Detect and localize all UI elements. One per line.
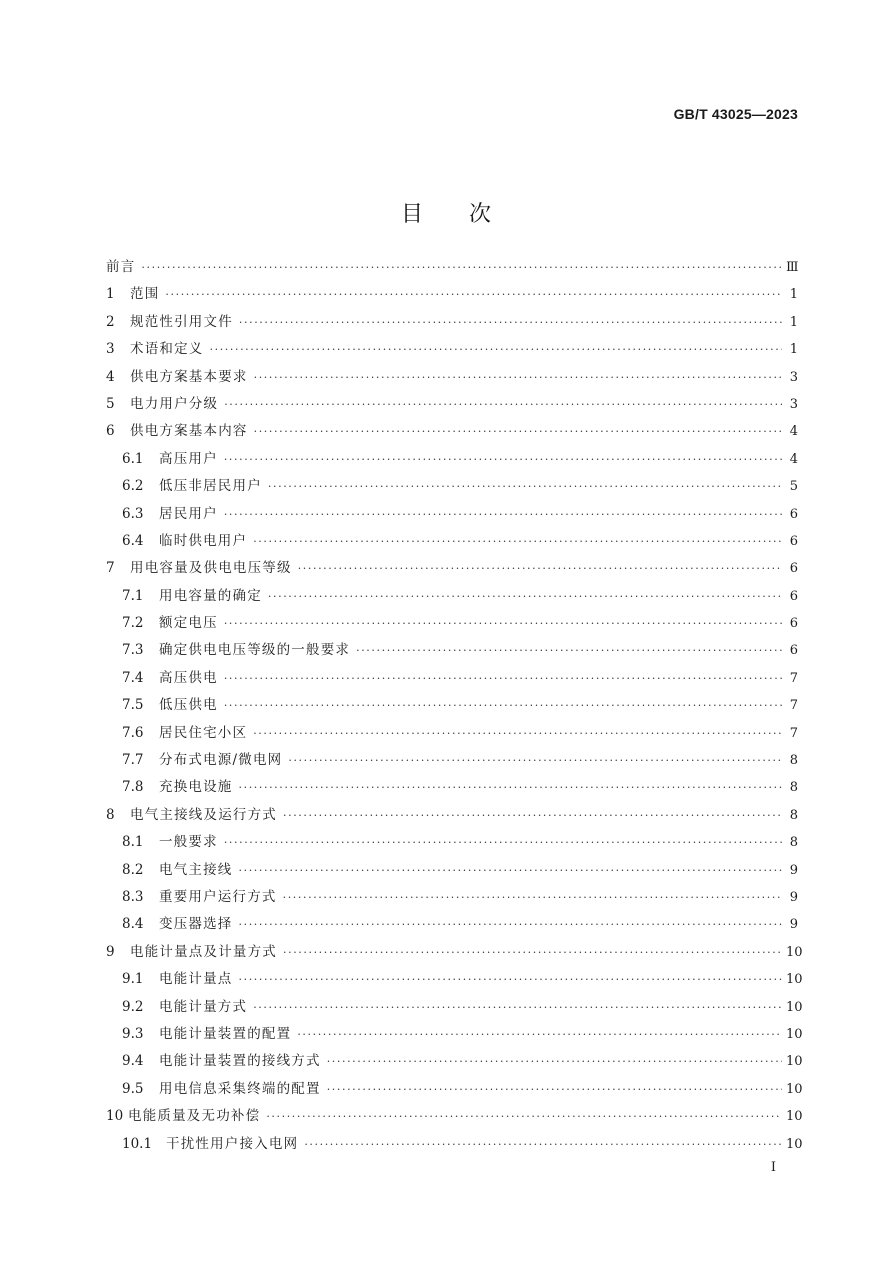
- toc-leader-dots: [253, 528, 782, 555]
- toc-entry-page: 1: [789, 287, 798, 303]
- toc-entry[interactable]: [106, 720, 798, 747]
- toc-entry[interactable]: [106, 1076, 803, 1103]
- toc-leader-dots: [288, 747, 782, 774]
- toc-entry-page: 3: [789, 396, 798, 412]
- toc-leader-dots: [297, 1021, 782, 1048]
- toc-entry-page: 1: [789, 314, 798, 330]
- toc-entry-title: 供电方案基本要求: [130, 368, 248, 385]
- toc-leader-dots: [283, 939, 782, 966]
- toc-entry[interactable]: [106, 692, 798, 719]
- toc-entry[interactable]: [106, 473, 798, 500]
- toc-entry-number: 7.7: [122, 752, 144, 769]
- toc-entry-number: 10.1: [122, 1135, 153, 1152]
- toc-entry-title: 变压器选择: [159, 916, 233, 933]
- standard-code: GB/T 43025—2023: [673, 106, 798, 122]
- toc-leader-dots: [165, 281, 782, 308]
- toc-leader-dots: [239, 966, 783, 993]
- toc-entry-title: 临时供电用户: [159, 532, 248, 549]
- toc-entry[interactable]: [106, 1103, 803, 1130]
- toc-entry-number: 9.3: [122, 1025, 144, 1042]
- toc-entry-number: 8.2: [122, 861, 144, 878]
- toc-entry-number: 9: [106, 943, 115, 960]
- toc-entry[interactable]: [106, 583, 798, 610]
- toc-entry-title: 干扰性用户接入电网: [166, 1135, 299, 1152]
- toc-leader-dots: [283, 802, 782, 829]
- toc-entry-page: 3: [789, 369, 798, 385]
- toc-entry-page: 7: [789, 725, 798, 741]
- toc-entry-page: 10: [786, 1081, 803, 1097]
- toc-entry-title: 分布式电源/微电网: [159, 752, 283, 769]
- toc-entry-page: 6: [789, 643, 798, 659]
- toc-leader-dots: [254, 418, 782, 445]
- toc-entry-number: 7.2: [122, 615, 144, 632]
- toc-entry-number: 6.3: [122, 505, 144, 522]
- toc-entry[interactable]: [106, 555, 798, 582]
- toc-leader-dots: [356, 637, 782, 664]
- toc-entry-page: 10: [786, 1136, 803, 1152]
- toc-entry-page: 10: [786, 1054, 803, 1070]
- toc-entry-page: 4: [789, 451, 798, 467]
- toc-entry-page: 10: [786, 944, 803, 960]
- toc-entry-page: Ⅲ: [786, 260, 799, 275]
- toc-entry[interactable]: [106, 857, 798, 884]
- toc-leader-dots: [141, 254, 782, 281]
- toc-entry[interactable]: [106, 829, 798, 856]
- toc-entry-number: 7: [106, 560, 115, 577]
- toc-entry-number: 7.3: [122, 642, 144, 659]
- toc-leader-dots: [239, 774, 783, 801]
- toc-entry-page: 6: [789, 616, 798, 632]
- toc-entry-page: 10: [786, 1026, 803, 1042]
- toc-leader-dots: [210, 336, 783, 363]
- toc-entry-page: 10: [786, 999, 803, 1015]
- toc-entry[interactable]: [106, 911, 798, 938]
- toc-leader-dots: [224, 692, 782, 719]
- toc-leader-dots: [266, 1103, 782, 1130]
- toc-entry[interactable]: [106, 1021, 803, 1048]
- toc-leader-dots: [224, 391, 782, 418]
- toc-entry-number: 4: [106, 368, 115, 385]
- toc-entry-number: 6.1: [122, 450, 144, 467]
- toc-leader-dots: [224, 665, 782, 692]
- toc-leader-dots: [283, 884, 782, 911]
- toc-entry-title: 前言: [106, 259, 136, 275]
- toc-entry-title: 用电信息采集终端的配置: [159, 1080, 321, 1097]
- toc-entry[interactable]: [106, 747, 798, 774]
- toc-entry-title: 电能计量方式: [159, 998, 248, 1015]
- toc-entry[interactable]: [106, 610, 798, 637]
- toc-entry-page: 5: [789, 479, 798, 495]
- toc-entry[interactable]: [106, 884, 798, 911]
- toc-leader-dots: [224, 501, 782, 528]
- toc-entry-page: 6: [789, 506, 798, 522]
- toc-entry-number: 7.1: [122, 587, 144, 604]
- toc-entry-number: 6.2: [122, 478, 144, 495]
- toc-entry[interactable]: [106, 446, 798, 473]
- toc-entry-title: 电气主接线: [159, 861, 233, 878]
- toc-entry[interactable]: [106, 336, 798, 363]
- toc-entry-number: 1: [106, 286, 115, 303]
- toc-entry-page: 6: [789, 588, 798, 604]
- toc-entry-title: 供电方案基本内容: [130, 423, 248, 440]
- toc-entry-page: 8: [789, 807, 798, 823]
- toc-entry-number: 7.6: [122, 724, 144, 741]
- toc-entry-number: 9.2: [122, 998, 144, 1015]
- toc-entry[interactable]: [106, 501, 798, 528]
- toc-entry-number: 5: [106, 395, 115, 412]
- toc-entry[interactable]: [106, 939, 803, 966]
- toc-entry[interactable]: [106, 774, 798, 801]
- toc-entry-number: 7.4: [122, 669, 144, 686]
- toc-entry[interactable]: [106, 391, 798, 418]
- toc-entry-number: 8.4: [122, 916, 144, 933]
- toc-entry-title: 电能计量装置的接线方式: [159, 1053, 321, 1070]
- toc-entry-number: 10: [106, 1108, 124, 1125]
- toc-entry-title: 充换电设施: [159, 779, 233, 796]
- toc-entry-page: 6: [789, 561, 798, 577]
- toc-entry-number: 7.8: [122, 779, 144, 796]
- toc-entry[interactable]: [106, 309, 798, 336]
- toc-entry-title: 一般要求: [159, 834, 218, 851]
- toc-entry-title: 居民住宅小区: [159, 724, 248, 741]
- toc-leader-dots: [268, 583, 782, 610]
- toc-entry-title: 低压供电: [159, 697, 218, 714]
- toc-entry-title: 低压非居民用户: [159, 478, 262, 495]
- toc-leader-dots: [304, 1131, 782, 1158]
- toc-entry[interactable]: [106, 665, 798, 692]
- toc-entry-title: 规范性引用文件: [130, 313, 233, 330]
- toc-entry-title: 电能计量装置的配置: [159, 1025, 292, 1042]
- toc-entry-number: 8.3: [122, 888, 144, 905]
- toc-entry[interactable]: [106, 364, 798, 391]
- toc-leader-dots: [268, 473, 782, 500]
- toc-entry-title: 重要用户运行方式: [159, 888, 277, 905]
- toc-entry-number: 8: [106, 806, 115, 823]
- toc-entry-page: 8: [789, 780, 798, 796]
- toc-entry-title: 居民用户: [159, 505, 218, 522]
- toc-entry-title: 术语和定义: [130, 341, 204, 358]
- toc-leader-dots: [253, 994, 782, 1021]
- toc-entry-page: 8: [789, 753, 798, 769]
- toc-entry-page: 10: [786, 1109, 803, 1125]
- toc-leader-dots: [254, 364, 782, 391]
- toc-entry-page: 8: [789, 835, 798, 851]
- toc-entry-page: 9: [789, 889, 798, 905]
- toc-entry[interactable]: [106, 994, 803, 1021]
- toc-entry[interactable]: [106, 966, 803, 993]
- toc-entry-number: 7.5: [122, 697, 144, 714]
- toc-entry-title: 电能计量点及计量方式: [130, 943, 277, 960]
- page-number: I: [770, 1160, 776, 1175]
- toc-leader-dots: [327, 1076, 782, 1103]
- toc-entry[interactable]: [106, 418, 798, 445]
- toc-entry-page: 10: [786, 972, 803, 988]
- toc-entry-number: 8.1: [122, 834, 144, 851]
- toc-entry[interactable]: [106, 637, 798, 664]
- toc-leader-dots: [253, 720, 782, 747]
- toc-leader-dots: [298, 555, 782, 582]
- toc-leader-dots: [327, 1048, 782, 1075]
- toc-entry-number: 9.1: [122, 971, 144, 988]
- toc-entry-number: 9.5: [122, 1080, 144, 1097]
- toc-entry-page: 4: [789, 424, 798, 440]
- toc-entry[interactable]: [106, 528, 798, 555]
- toc-entry-title: 确定供电电压等级的一般要求: [159, 642, 351, 659]
- toc-entry-title: 电能计量点: [159, 971, 233, 988]
- toc-entry-page: 7: [789, 698, 798, 714]
- toc-entry[interactable]: [106, 1048, 803, 1075]
- toc-title: 目次: [400, 201, 537, 227]
- toc-leader-dots: [224, 610, 782, 637]
- toc-entry[interactable]: [106, 802, 798, 829]
- toc-entry-title: 用电容量的确定: [159, 587, 262, 604]
- toc-entry-page: 9: [789, 862, 798, 878]
- toc-entry-title: 高压供电: [159, 669, 218, 686]
- toc-entry-title: 用电容量及供电电压等级: [130, 560, 292, 577]
- toc-leader-dots: [239, 911, 783, 938]
- toc-entry-number: 3: [106, 341, 115, 358]
- toc-entry[interactable]: [106, 1131, 803, 1158]
- toc-entry-number: 6: [106, 423, 115, 440]
- toc-entry-page: 7: [789, 670, 798, 686]
- toc-entry-page: 9: [789, 917, 798, 933]
- toc-entry-number: 6.4: [122, 532, 144, 549]
- toc-entry-title: 高压用户: [159, 450, 218, 467]
- toc-entry-title: 范围: [130, 286, 160, 303]
- toc-entry-title: 额定电压: [159, 615, 218, 632]
- toc-entry[interactable]: [106, 281, 798, 308]
- toc-entry[interactable]: [106, 254, 798, 281]
- toc-entry-number: 9.4: [122, 1053, 144, 1070]
- toc-entry-page: 1: [789, 342, 798, 358]
- toc-leader-dots: [239, 309, 782, 336]
- toc-entry-number: 2: [106, 313, 115, 330]
- toc-entry-title: 电能质量及无功补偿: [128, 1108, 261, 1125]
- toc-leader-dots: [224, 829, 782, 856]
- toc-leader-dots: [239, 857, 783, 884]
- toc-entry-title: 电气主接线及运行方式: [130, 806, 277, 823]
- toc-entry-page: 6: [789, 533, 798, 549]
- toc-leader-dots: [224, 446, 782, 473]
- table-of-contents: [106, 254, 803, 1158]
- toc-entry-title: 电力用户分级: [130, 395, 219, 412]
